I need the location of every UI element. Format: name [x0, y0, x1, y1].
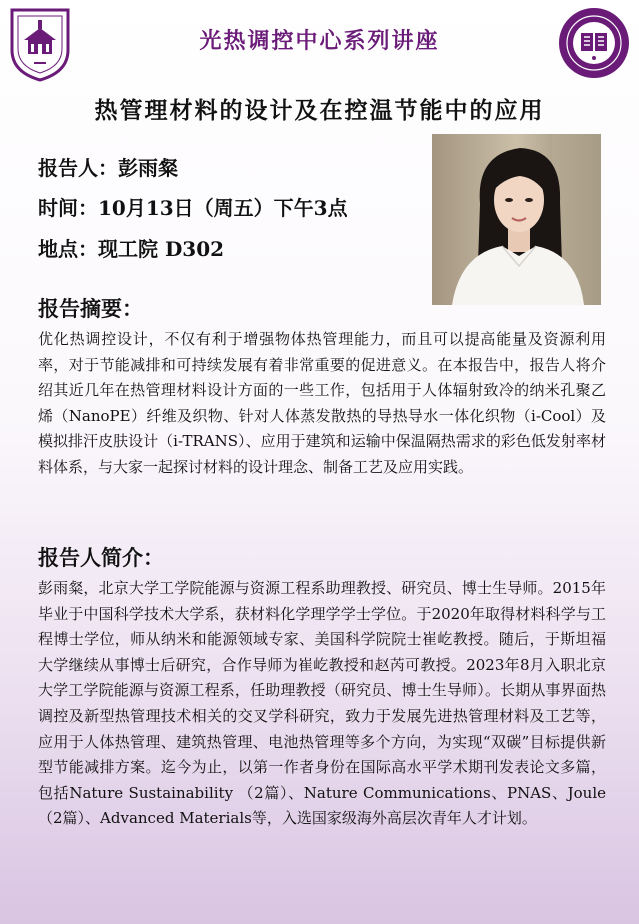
abstract-heading: 报告摘要： [38, 296, 143, 321]
place-line: 地点：现工院 D302 [38, 237, 225, 261]
speaker-portrait [432, 134, 601, 305]
abstract-text: 优化热调控设计，不仅有利于增强物体热管理能力，而且可以提高能量及资源利用率，对于节能减排和可持续发展有着非常重要的促进意义。在本报告中，报告人将介绍其近几年在热管理材料设计方面的一些工作，包括用于人体辐射致冷的纳米孔聚乙烯（NanoPE）纤维及织物、针对人体蒸发散热的导热导水一体化织物（i-Cool）及模拟排汗皮肤设计（i-TRANS）、应用于建筑和运输中保温隔热需求的彩色低发射率材料体系，与大家一起探讨材料的设计理念、制备工艺及应用实践。 [38, 330, 606, 476]
bio-heading: 报告人简介： [38, 545, 164, 570]
lecture-title: 热管理材料的设计及在控温节能中的应用 [94, 97, 545, 124]
lecture-series-title: 光热调控中心系列讲座 [199, 28, 440, 54]
time-line: 时间：10月13日（周五）下午3点 [38, 196, 348, 220]
bio-text: 彭雨粲，北京大学工学院能源与资源工程系助理教授、研究员、博士生导师。2015年毕业于中国科学技术大学系，获材料化学理学学士学位。于2020年取得材料科学与工程博士学位，师从纳米和能源领域专家、美国科学院院士崔屹教授。随后，于斯坦福大学继续从事博士后研究，合作导师为崔屹教授和赵芮可教授。2023年8月入职北京大学工学院能源与资源工程系，任助理教授（研究员、博士生导师）。长期从事界面热调控及新型热管理技术相关的交叉学科研究，致力于发展先进热管理材料及工艺等，应用于人体热管理、建筑热管理、电池热管理等多个方向，为实现“双碳”目标提供新型节能减排方案。迄今为止，以第一作者身份在国际高水平学术期刊发表论文多篇，包括Nature Sustainability （2篇）、Nature Communications、PNAS、Joule（2篇）、Advanced Materials等，入选国家级海外高层次青年人才计划。 [38, 579, 606, 828]
speaker-line: 报告人：彭雨粲 [38, 156, 178, 180]
